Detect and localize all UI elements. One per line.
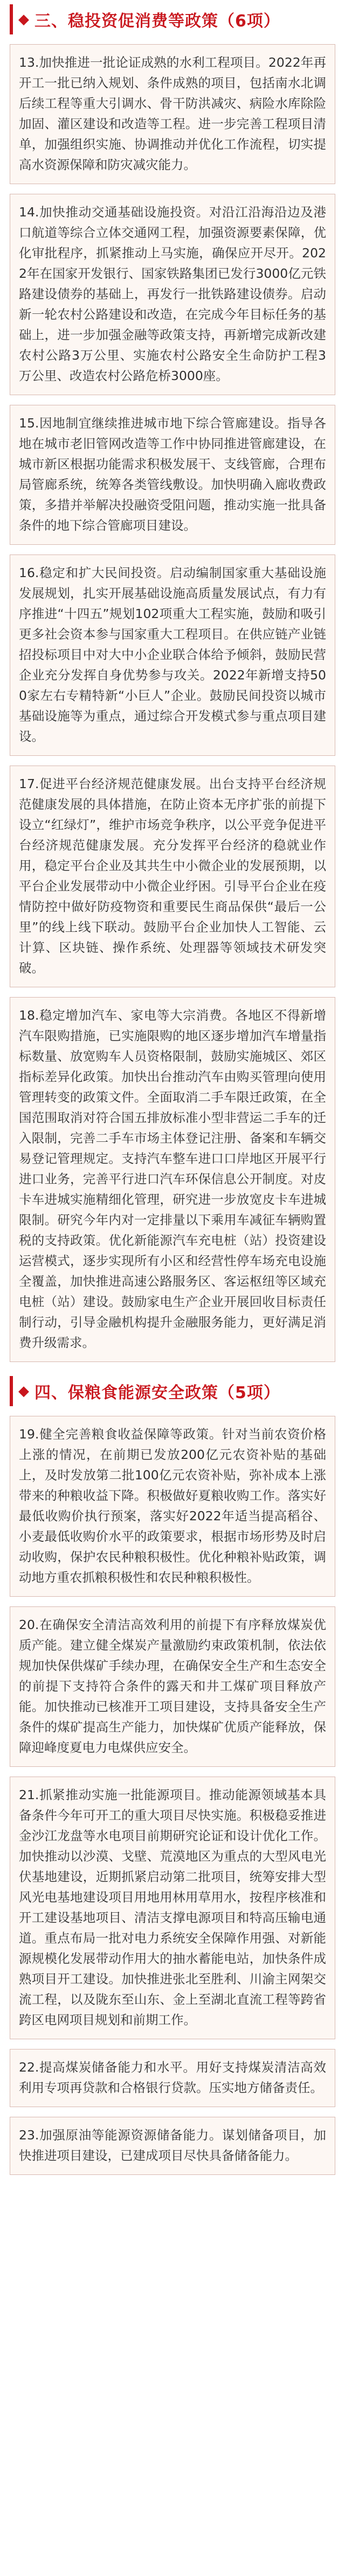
diamond-icon: ◆ (18, 11, 29, 27)
section-header-3 (10, 4, 335, 34)
policy-item-23 (10, 2117, 335, 2175)
section-header-4 (10, 1376, 335, 1406)
policy-text: 20.在确保安全清洁高效利用的前提下有序释放煤炭优质产能。建立健全煤炭产量激励约束政策机制，依法依规加快保供煤矿手续办理，在确保安全生产和生态安全的前提下支持符合条件的露天和井工煤矿项目释放产能。加快推动已核准开工项目建设，支持具备安全生产条件的煤矿提高生产能力，加快煤矿优质产能释放，保障迎峰度夏电力电煤供应安全。 (19, 1617, 326, 1755)
policy-text: 16.稳定和扩大民间投资。启动编制国家重大基础设施发展规划，扎实开展基础设施高质量发展试点，有力有序推进“十四五”规划102项重大工程实施，鼓励和吸引更多社会资本参与国家重大工程项目。在供应链产业链招投标项目中对大中小企业联合体给予倾斜，鼓励民营企业充分发挥自身优势参与攻关。2022年新增支持500家左右专精特新“小巨人”企业。鼓励民间投资以城市基础设施等为重点，通过综合开发模式参与重点项目建设。 (19, 565, 326, 744)
section-title: 四、保粮食能源安全政策（5项） (34, 1384, 280, 1402)
section-title: 三、稳投资促消费等政策（6项） (34, 12, 280, 31)
policy-text: 18.稳定增加汽车、家电等大宗消费。各地区不得新增汽车限购措施，已实施限购的地区逐步增加汽车增量指标数量、放宽购车人员资格限制，鼓励实施城区、郊区指标差异化政策。加快出台推动汽车由购买管理向使用管理转变的政策文件。全面取消二手车限迁政策，在全国范围取消对符合国五排放标准小型非营运二手车的迁入限制，完善二手车市场主体登记注册、备案和车辆交易登记管理规定。支持汽车整车进口口岸地区开展平行进口业务，完善平行进口汽车环保信息公开制度。对皮卡车进城实施精细化管理，研究进一步放宽皮卡车进城限制。研究今年内对一定排量以下乘用车减征车辆购置税的支持政策。优化新能源汽车充电桩（站）投资建设运营模式，逐步实现所有小区和经营性停车场充电设施全覆盖，加快推进高速公路服务区、客运枢纽等区域充电桩（站）建设。鼓励家电生产企业开展回收目标责任制行动，引导金融机构提升金融服务能力，更好满足消费升级需求。 (19, 1008, 326, 1350)
policy-item-16 (10, 554, 335, 756)
policy-text: 17.促进平台经济规范健康发展。出台支持平台经济规范健康发展的具体措施，在防止资本无序扩张的前提下设立“红绿灯”，维护市场竞争秩序，以公平竞争促进平台经济规范健康发展。充分发挥平台经济的稳就业作用，稳定平台企业及其共生中小微企业的发展预期，以平台企业发展带动中小微企业纾困。引导平台企业在疫情防控中做好防疫物资和重要民生商品保供“最后一公里”的线上线下联动。鼓励平台企业加快人工智能、云计算、区块链、操作系统、处理器等领域技术研发突破。 (19, 776, 326, 975)
policy-item-13 (10, 44, 335, 184)
policy-text: 23.加强原油等能源资源储备能力。谋划储备项目，加快推进项目建设，已建成项目尽快具备储备能力。 (19, 2128, 326, 2163)
policy-text: 21.抓紧推动实施一批能源项目。推动能源领域基本具备条件今年可开工的重大项目尽快实施。积极稳妥推进金沙江龙盘等水电项目前期研究论证和设计优化工作。加快推动以沙漠、戈壁、荒漠地区为重点的大型风电光伏基地建设，近期抓紧启动第二批项目，统筹安排大型风光电基地建设项目用地用林用草用水，按程序核准和开工建设基地项目、清洁支撑电源项目和特高压输电通道。重点布局一批对电力系统安全保障作用强、对新能源规模化发展带动作用大的抽水蓄能电站，加快条件成熟项目开工建设。加快推进张北至胜利、川渝主网架交流工程，以及陇东至山东、金上至湖北直流工程等跨省跨区电网项目规划和前期工作。 (19, 1787, 326, 2027)
policy-text: 15.因地制宜继续推进城市地下综合管廊建设。指导各地在城市老旧管网改造等工作中协同推进管廊建设，在城市新区根据功能需求积极发展干、支线管廊，合理布局管廊系统，统筹各类管线敷设。加快明确入廊收费政策，多措并举解决投融资受阻问题，推动实施一批具备条件的地下综合管廊项目建设。 (19, 416, 326, 533)
policy-text: 14.加快推动交通基础设施投资。对沿江沿海沿边及港口航道等综合立体交通网工程，加强资源要素保障，优化审批程序，抓紧推动上马实施，确保应开尽开。2022年在国家开发银行、国家铁路集团已发行3000亿元铁路建设债券的基础上，再发行一批铁路建设债券。启动新一轮农村公路建设和改造，在完成今年目标任务的基础上，进一步加强金融等政策支持，再新增完成新改建农村公路3万公里、实施农村公路安全生命防护工程3万公里、改造农村公路危桥3000座。 (19, 205, 326, 383)
policy-item-15 (10, 405, 335, 545)
policy-item-18 (10, 997, 335, 1362)
policy-text: 19.健全完善粮食收益保障等政策。针对当前农资价格上涨的情况，在前期已发放200亿元农资补贴的基础上，及时发放第二批100亿元农资补贴，弥补成本上涨带来的种粮收益下降。积极做好夏粮收购工作。落实好最低收购价执行预案，落实好2022年适当提高稻谷、小麦最低收购价水平的政策要求，根据市场形势及时启动收购，保护农民种粮积极性。优化种粮补贴政策，调动地方重农抓粮积极性和农民种粮积极性。 (19, 1427, 326, 1585)
policy-item-20 (10, 1606, 335, 1767)
policy-item-19 (10, 1416, 335, 1597)
policy-text: 22.提高煤炭储备能力和水平。用好支持煤炭清洁高效利用专项再贷款和合格银行贷款。压实地方储备责任。 (19, 2060, 326, 2095)
policy-text: 13.加快推进一批论证成熟的水利工程项目。2022年再开工一批已纳入规划、条件成熟的项目，包括南水北调后续工程等重大引调水、骨干防洪减灾、病险水库除险加固、灌区建设和改造等工程。进一步完善工程项目清单，加强组织实施、协调推动并优化工作流程，切实提高水资源保障和防灾减灾能力。 (19, 55, 326, 172)
policy-item-14 (10, 194, 335, 395)
diamond-icon: ◆ (18, 1383, 29, 1399)
policy-item-22 (10, 2049, 335, 2107)
policy-item-17 (10, 766, 335, 987)
policy-item-21 (10, 1777, 335, 2039)
